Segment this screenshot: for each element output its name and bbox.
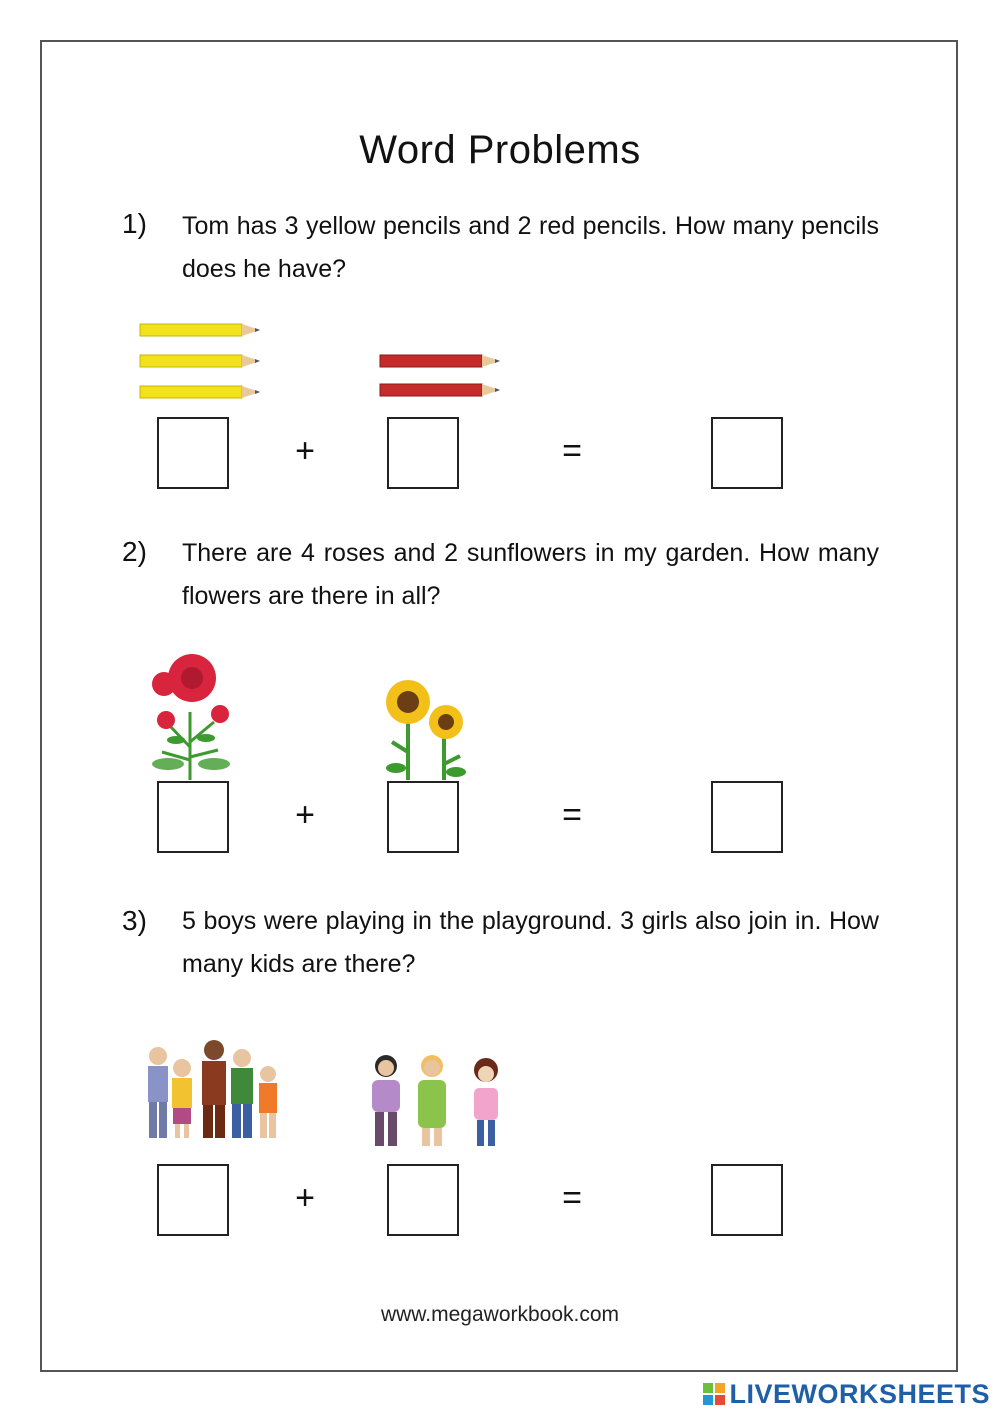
question-1-number: 1) bbox=[122, 208, 147, 239]
sunflower-bloom bbox=[386, 680, 430, 724]
plus-sign: + bbox=[295, 796, 315, 834]
q3-total-answer-box[interactable] bbox=[711, 1164, 783, 1236]
q3-right-answer-box[interactable] bbox=[387, 1164, 459, 1236]
question-3-number: 3) bbox=[122, 905, 147, 936]
page-title: Word Problems bbox=[359, 128, 641, 172]
boy-figure bbox=[231, 1049, 253, 1138]
girls-picture bbox=[362, 1052, 510, 1152]
equals-sign: = bbox=[562, 1179, 582, 1217]
boys-picture bbox=[138, 1036, 284, 1142]
red-pencil bbox=[380, 355, 500, 367]
sunflowers-picture bbox=[382, 672, 468, 780]
footer-url: www.megaworkbook.com bbox=[380, 1303, 620, 1326]
question-2-number: 2) bbox=[122, 536, 147, 567]
q3-left-answer-box[interactable] bbox=[157, 1164, 229, 1236]
plus-sign: + bbox=[295, 1179, 315, 1217]
yellow-pencil bbox=[140, 324, 260, 336]
q2-left-answer-box[interactable] bbox=[157, 781, 229, 853]
boy-figure bbox=[202, 1040, 226, 1138]
rose-bloom bbox=[211, 705, 229, 723]
yellow-pencils-picture bbox=[138, 320, 263, 402]
q1-right-answer-box[interactable] bbox=[387, 417, 459, 489]
rose-bloom bbox=[152, 672, 176, 696]
boy-figure bbox=[259, 1066, 277, 1138]
red-pencils-picture bbox=[378, 350, 503, 402]
q1-total-answer-box[interactable] bbox=[711, 417, 783, 489]
liveworksheets-logo bbox=[703, 1378, 990, 1410]
red-pencil bbox=[380, 384, 500, 396]
boy-figure bbox=[172, 1059, 192, 1138]
q1-left-answer-box[interactable] bbox=[157, 417, 229, 489]
plus-sign: + bbox=[295, 432, 315, 470]
yellow-pencil bbox=[140, 355, 260, 367]
equals-sign: = bbox=[562, 796, 582, 834]
girl-figure bbox=[372, 1055, 400, 1146]
logo-text: LIVEWORKSHEETS bbox=[729, 1378, 990, 1409]
girl-figure bbox=[474, 1058, 498, 1146]
logo-mark-icon bbox=[703, 1383, 725, 1405]
equals-sign: = bbox=[562, 432, 582, 470]
girl-figure bbox=[418, 1055, 446, 1146]
yellow-pencil bbox=[140, 386, 260, 398]
question-1-text: Tom has 3 yellow pencils and 2 red pencils. How many pencils does he have? bbox=[182, 212, 879, 283]
question-3-text: 5 boys were playing in the playground. 3 girls also join in. How many kids are there? bbox=[182, 907, 879, 978]
q2-right-answer-box[interactable] bbox=[387, 781, 459, 853]
sunflower-bloom bbox=[429, 705, 463, 739]
q2-total-answer-box[interactable] bbox=[711, 781, 783, 853]
roses-picture bbox=[140, 652, 240, 780]
question-2-text: There are 4 roses and 2 sunflowers in my garden. How many flowers are there in all? bbox=[182, 539, 879, 610]
rose-bloom bbox=[157, 711, 175, 729]
boy-figure bbox=[148, 1047, 168, 1138]
